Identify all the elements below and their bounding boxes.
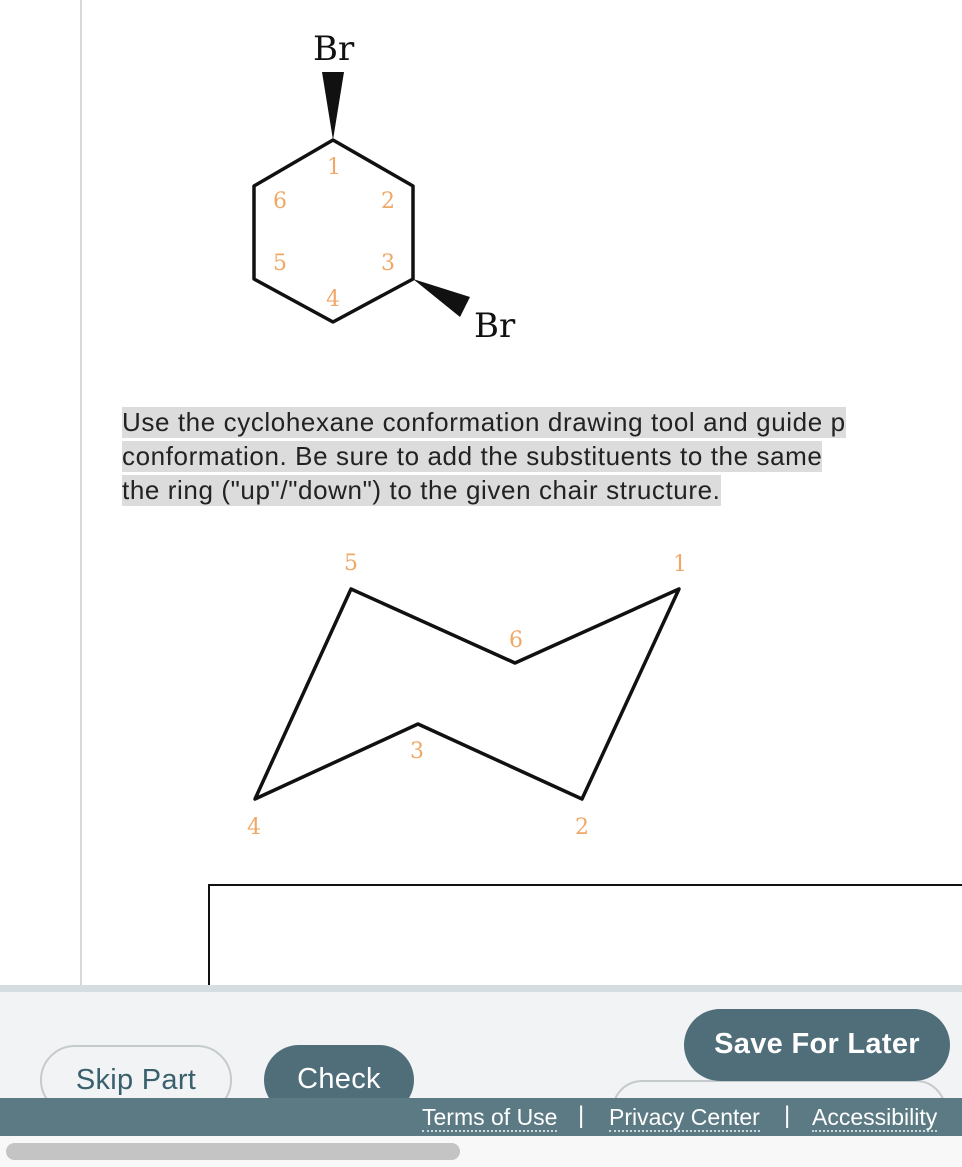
chair-conformation (255, 589, 679, 799)
save-for-later-button[interactable]: Save For Later (684, 1009, 950, 1081)
link-separator: | (578, 1102, 585, 1129)
instructions-text (122, 405, 962, 507)
chair-number-3: 3 (410, 739, 424, 764)
terms-of-use-link[interactable]: Terms of Use (422, 1104, 558, 1130)
link-separator: | (784, 1102, 791, 1129)
chair-number-5: 5 (344, 551, 358, 576)
wedge-bond-c3 (413, 279, 470, 317)
chair-number-1: 1 (673, 552, 687, 577)
br-substituent-c3: Br (474, 306, 516, 346)
ring-number-3: 3 (381, 251, 395, 276)
chair-number-6: 6 (509, 628, 523, 653)
check-button[interactable]: Check (264, 1045, 414, 1115)
drawing-tool-area[interactable] (208, 884, 962, 994)
instructions-line-1: Use the cyclohexane conformation drawing tool and guide p (122, 407, 846, 437)
legal-links-bar (0, 1098, 962, 1136)
ring-number-2: 2 (381, 189, 395, 214)
wedge-bond-c1 (322, 72, 344, 140)
ring-number-1: 1 (327, 155, 341, 180)
ring-number-6: 6 (273, 189, 287, 214)
instructions-line-2: conformation. Be sure to add the substituents to the same (122, 441, 823, 471)
instructions-line-3: the ring ("up"/"down") to the given chair structure. (122, 475, 721, 505)
chair-number-4: 4 (247, 815, 261, 840)
chair-number-2: 2 (575, 815, 589, 840)
ring-number-4: 4 (326, 287, 340, 312)
privacy-center-link[interactable]: Privacy Center (609, 1104, 760, 1130)
accessibility-link[interactable]: Accessibility (812, 1104, 938, 1130)
scrollbar-thumb[interactable] (6, 1143, 460, 1160)
ring-number-5: 5 (273, 251, 287, 276)
skip-part-button[interactable]: Skip Part (40, 1045, 232, 1115)
br-substituent-top: Br (313, 29, 355, 69)
